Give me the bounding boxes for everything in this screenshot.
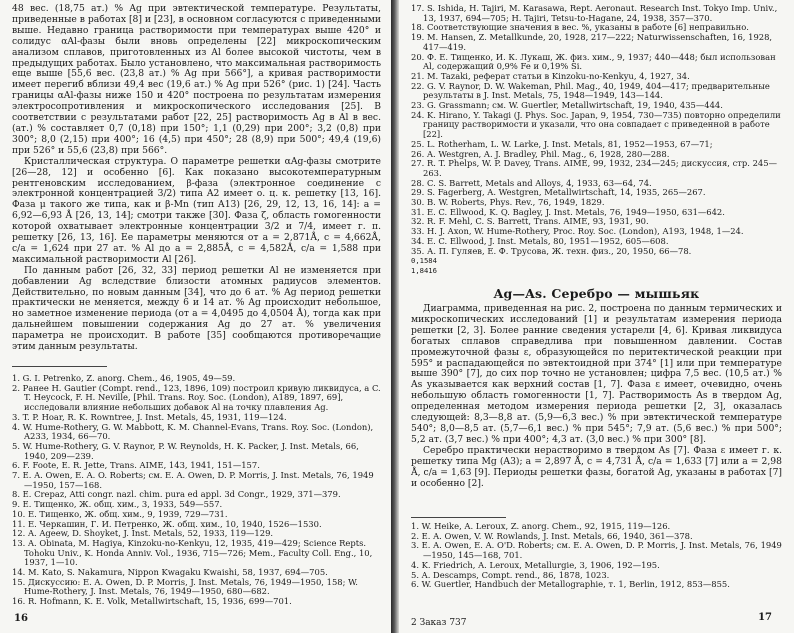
reference-item: 3. E. A. Owen, E. A. O'D. Roberts; см. E. A. Owen, D. P. Morris, J. Inst. Metals, 76, 1949—1950, 145—168, 701.	[411, 540, 782, 561]
reference-item: 31. E. C. Ellwood, K. Q. Bagley, J. Inst. Metals, 76, 1949—1950, 631—642.	[411, 206, 725, 217]
reference-item: 23. G. Grassmann; см. W. Guertler, Metallwirtschaft, 19, 1940, 435—444.	[411, 100, 723, 111]
reference-item: 21. M. Tazaki, реферат статьи в Kinzoku-no-Kenkyu, 4, 1927, 34.	[411, 70, 690, 81]
reference-item: 33. H. J. Axon, W. Hume-Rothery, Proc. Roy. Soc. (London), A193, 1948, 1—24.	[411, 226, 744, 237]
reference-item: 30. B. W. Roberts, Phys. Rev., 76, 1949, 1829.	[411, 197, 605, 208]
left-paragraph: 48 вес. (18,75 ат.) % Ag при эвтектической температуре. Результаты, приведенные в работах [8] и [23], в основном согласуются с приведенными выше. Недавно граница растворимости при температурах выше 420° и солидус αAl-фазы были вновь определены [22] микроскопическим анализом сплавов, приготовленных из Al более высокой чистоты, чем в предыдущих работах. Было установлено, что максимальная растворимость еще выше [55,6 вес. (23,8 ат.) % Ag при 566°], а кривая растворимости имеет перегиб вблизи 49,4 вес (19,6 ат.) % Ag при 526° (рис. 1) [24]. Часть границы αAl-фазы ниже 150 и 420° построена по результатам измерения электросопротивления и микроскопического исследования [25]. В соответствии с результатами работ [22, 25] растворимость Ag в Al в вес. (ат.) % составляет 0,7 (0,18) при 150°; 1,1 (0,29) при 200°; 3,2 (0,8) при 300°; 8,0 (2,15) при 400°; 16 (4,5) при 450°; 28 (8,9) при 500°; 49,4 (19,6) при 526° и 55,6 (23,8) при 566°.	[12, 3, 381, 156]
footnote-rule	[12, 366, 107, 367]
left-text-block	[12, 4, 381, 353]
reference-item: 24. K. Hirano, Y. Takagi (J. Phys. Soc. Japan, 9, 1954, 730—735) повторно определили границу растворимости и указали, что она совпадает с приведенной в работе [22].	[411, 109, 781, 140]
reference-item: 34. E. C. Ellwood, J. Inst. Metals, 80, 1951—1952, 605—608.	[411, 235, 669, 246]
left-paragraph: Кристаллическая структура. О параметре решетки αAg-фазы смотрите [26—28, 12] и особенно [6]. Как показано высокотемпературным рентгеновским исследованием, β-фаза (электронное соединение с электронной концентрацией 3/2) типа A2 имеет о. ц. к. решетку [13, 16]. Фаза μ такого же типа, как и β-Mn (тип A13) [26, 29, 12, 13, 16, 14]: a = 6,92—6,93 Å [26, 13, 14]; смотри также [30]. Фаза ζ, область гомогенности которой охватывает электронные концентрации 3/2 и 7/4, имеет г. п. решетку [26, 13, 16]. Ее параметры меняются от a = 2,871Å, c = 4,662Å, c/a = 1,624 при 27 ат. % Al до a = 2,885Å, c = 4,582Å, c/a = 1,588 при максимальной растворимости Al [26].	[12, 155, 381, 265]
reference-item: 22. G. V. Raynor, D. W. Wakeman, Phil. Mag., 40, 1949, 404—417; предварительные результаты в J. Inst. Metals, 75, 1948—1949, 143—144.	[411, 80, 770, 101]
reference-item: 2. E. A. Owen, V. W. Rowlands, J. Inst. Metals, 66, 1940, 361—378.	[411, 530, 693, 541]
reference-item: 13. A. Obinata, M. Hagiya, Kinzoku-no-Kenkyu, 12, 1935, 419—429; Science Repts. Tohoku Univ., K. Honda Anniv. Vol., 1936, 715—726; Mem., Faculty Coll. Eng., 10, 1937, 1—10.	[12, 537, 373, 568]
footnote-rule	[411, 517, 506, 518]
left-paragraph: По данным работ [26, 32, 33] период решетки Al не изменяется при добавлении Ag вследствие близости атомных радиусов элементов. Действительно, по новым данным [34], что до 6 ат. % Ag период решетки практически не меняется, между 6 и 14 ат. % Ag происходит небольшое, но заметное изменение периода (от a = 4,0495 до 4,0504 Å), тогда как при дальнейшем повышении содержания Ag до 27 ат. % увеличения параметра не происходит. В работе [35] сообщаются противоречащие этим данным результаты.	[12, 264, 381, 353]
book-gutter	[391, 0, 399, 633]
right-references-bottom	[411, 522, 782, 590]
right-references-top	[411, 4, 782, 256]
reference-item: 6. W. Guertler, Handbuch der Metallographie, т. 1, Berlin, 1912, 853—855.	[411, 579, 730, 590]
reference-item: 32. R. F. Mehl, C. S. Barrett, Trans. AIME, 93, 1931, 90.	[411, 216, 649, 227]
right-page	[399, 0, 794, 633]
left-page	[0, 0, 393, 633]
reference-item: 5. A. Descamps, Compt. rend., 86, 1878, 1023.	[411, 569, 610, 580]
reference-item: 8. E. Crepaz, Atti congr. nazl. chim. pura ed appl. 3d Congr., 1929, 371—379.	[12, 489, 341, 500]
reference-item: 15. Дискуссию: E. A. Owen, D. P. Morris, J. Inst. Metals, 76, 1949—1950, 158; W. Hume-Rothery, J. Inst. Metals, 76, 1949—1950, 680—682.	[12, 576, 358, 597]
section-title: Ag—As. Серебро — мышьяк	[493, 286, 700, 301]
reference-item: 18. Соответствующие значения в вес. %, указаны в работе [6] неправильно.	[411, 22, 749, 33]
reference-item: 12. A. Ageew, D. Shoyket, J. Inst. Metals, 52, 1933, 119—129.	[12, 528, 274, 539]
reference-item: 4. W. Hume-Rothery, G. W. Mabbott, K. M. Channel-Evans, Trans. Roy. Soc. (London), A233, 1934, 66—70.	[12, 421, 374, 442]
reference-item: 2. Ранее H. Gautier (Compt. rend., 123, 1896, 109) построил кривую ликвидуса, а C. T. Heycock, F. H. Neville, [Phil. Trans. Roy. Soc. (London), A189, 1897, 69], исследовали влияние небольших добавок Al на точку плавления Ag.	[12, 382, 381, 413]
reference-item: 17. S. Ishida, H. Tajiri, M. Karasawa, Rept. Aeronaut. Research Inst. Tokyo Imp. Univ., 13, 1937, 694—705; H. Tajiri, Tetsu-to-Hagane, 24, 1938, 357—370.	[411, 3, 778, 23]
printer-signature: 2 Заказ 737	[411, 618, 467, 628]
reference-item: 28. C. S. Barrett, Metals and Alloys, 4, 1933, 63—64, 74.	[411, 177, 652, 188]
reference-item: 26. A. Westgren, A. J. Bradley, Phil. Mag., 6, 1928, 280—288.	[411, 148, 670, 159]
reference-item: 1. G. I. Petrenko, Z. anorg. Chem., 46, 1905, 49—59.	[12, 373, 236, 383]
reference-item: 16. R. Hofmann, K. E. Volk, Metallwirtschaft, 15, 1936, 699—701.	[12, 596, 292, 607]
lattice-note: 0,1584	[411, 256, 437, 265]
left-references	[12, 374, 381, 607]
reference-item: 4. K. Friedrich, A. Leroux, Metallurgie, 3, 1906, 192—195.	[411, 559, 660, 570]
section-title-block	[411, 286, 782, 301]
reference-item: 3. T. P. Hoar, R. K. Rowntree, J. Inst. Metals, 45, 1931, 119—124.	[12, 411, 287, 422]
page-number: 17	[758, 612, 772, 623]
right-paragraph: Диаграмма, приведенная на рис. 2, построена по данным термических и микроскопических исследований [1] и результатам измерения периода решетки [2, 3]. Более ранние сведения устарели [4, 6]. Кривая ликвидуса богатых сплавов справедлива при повышенном давлении. Состав промежуточной фазы ε, образующейся по перитектической реакции при 595° и распадающейся по эвтектоидной при 374° [1] или при температуре выше 390° [7], до сих пор точно не установлен; цифра 7,5 вес. (10,5 ат.) % As указывается как верхний состав [1, 7]. Фаза ε имеет, очевидно, очень небольшую область гомогенности [1, 7]. Растворимость As в твердом Ag, определенная методом измерения периода решетки [2, 3], оказалась следующей: 8,3—8,8 ат. (5,9—6,3 вес.) % при эвтектической температуре 540°; 8,0—8,5 ат. (5,7—6,1 вес.) % при 545°; 7,9 ат. (5,6 вес.) % при 500°; 5,2 ат. (3,7 вес.) % при 400°; 4,3 ат. (3,0 вес.) % при 300° [8].	[411, 303, 782, 445]
reference-item: 5. W. Hume-Rothery, G. V. Raynor, P. W. Reynolds, H. K. Packer, J. Inst. Metals, 66, 1940, 209—239.	[12, 440, 359, 461]
reference-item: 27. R. T. Phelps, W. P. Davey, Trans. AIME, 99, 1932, 234—245; дискуссия, стр. 245—263.	[411, 158, 777, 178]
right-text-block	[411, 304, 782, 489]
reference-item: 29. S. Fagerberg, A. Westgren, Metallwirtschaft, 14, 1935, 265—267.	[411, 187, 706, 198]
page-number: 16	[14, 613, 28, 624]
reference-item: 25. L. Rotherham, L. W. Larke, J. Inst. Metals, 81, 1952—1953, 67—71;	[411, 138, 713, 149]
reference-item: 9. Е. Тищенко, Ж. общ. хим., 3, 1933, 549—557.	[12, 499, 223, 510]
reference-item: 7. E. A. Owen, E. A. O. Roberts; см. E. A. Owen, D. P. Morris, J. Inst. Metals, 76, 1949—1950, 157—168.	[12, 470, 374, 490]
reference-item: 1. W. Heike, A. Leroux, Z. anorg. Chem., 92, 1915, 119—126.	[411, 521, 671, 531]
right-paragraph: Серебро практически нерастворимо в твердом As [7]. Фаза ε имеет г. к. решетку типа Mg (A3); a = 2,897 Å, c = 4,731 Å, c/a = 1,633 [7] или a = 2,98 Å, c/a = 1,63 [9]. Периоды решетки фазы, богатой Ag, указаны в работах [7] и особенно [2].	[411, 444, 782, 489]
reference-item: 10. Е. Тищенко, Ж. общ. хим., 9, 1939, 729—731.	[12, 508, 228, 519]
reference-item: 14. M. Kato, S. Nakamura, Nippon Kwagaku Kwaishi, 58, 1937, 694—705.	[12, 567, 328, 578]
reference-item: 6. F. Foote, E. R. Jette, Trans. AIME, 143, 1941, 151—157.	[12, 460, 260, 471]
reference-item: 35. А. П. Гуляев, Е. Ф. Трусова, Ж. техн. физ., 20, 1950, 66—78.	[411, 245, 692, 256]
reference-item: 20. Ф. Е. Тищенко, И. К. Лукаш, Ж. физ. хим., 9, 1937; 440—448; был использован Al, содержащий 0,9% Fe и 0,19% Si.	[411, 51, 776, 72]
reference-item: 19. M. Hansen, Z. Metallkunde, 20, 1928, 217—222; Naturwissenschaften, 16, 1928, 417—419.	[411, 32, 773, 52]
reference-item: 11. Е. Черкашин, Г. И. Петренко, Ж. общ. хим., 10, 1940, 1526—1530.	[12, 518, 322, 529]
lattice-note: 1,8416	[411, 266, 437, 275]
